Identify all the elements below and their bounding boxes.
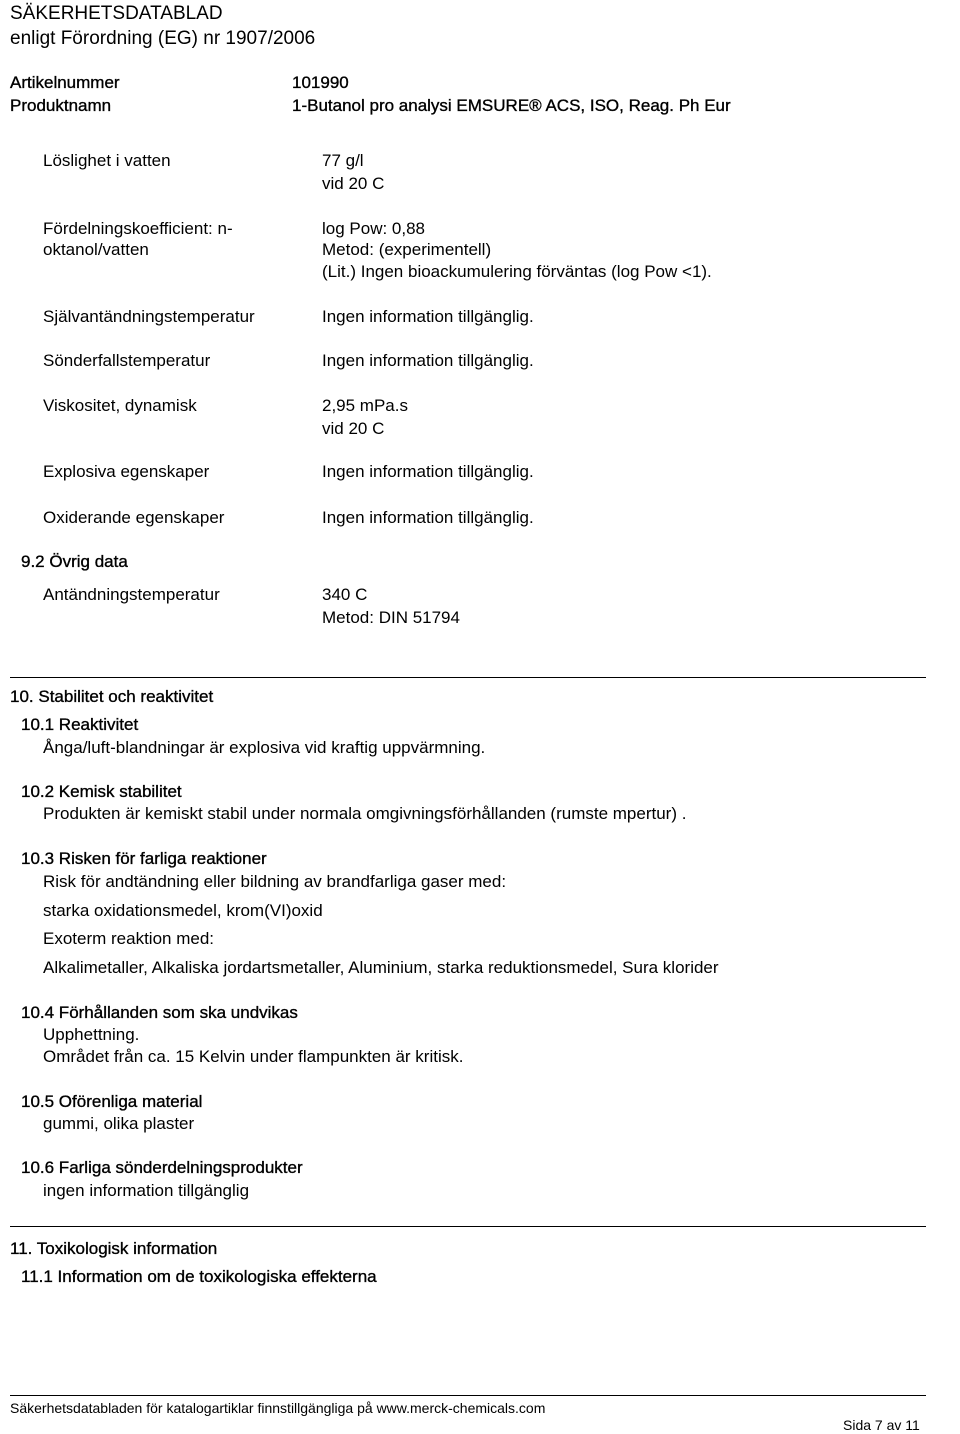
subsection-text: gummi, olika plaster bbox=[43, 1114, 195, 1133]
section-divider bbox=[10, 677, 926, 678]
section-heading-10: 10. Stabilitet och reaktivitet bbox=[10, 687, 214, 706]
subsection-heading-11-1: 11.1 Information om de toxikologiska effekterna bbox=[21, 1267, 377, 1286]
property-value: vid 20 C bbox=[322, 419, 385, 438]
page-number: Sida 7 av 11 bbox=[843, 1417, 920, 1433]
subsection-text: ingen information tillgänglig bbox=[43, 1181, 250, 1200]
property-label: Oxiderande egenskaper bbox=[43, 508, 225, 527]
property-value: Ingen information tillgänglig. bbox=[322, 307, 534, 326]
section-divider bbox=[10, 1226, 926, 1227]
footer-text: Säkerhetsdatabladen för katalogartiklar finnstillgängliga på www.merck-chemicals.com bbox=[10, 1400, 546, 1416]
subsection-heading-10-4: 10.4 Förhållanden som ska undvikas bbox=[21, 1003, 298, 1022]
subsection-text: Området från ca. 15 Kelvin under flampunkten är kritisk. bbox=[43, 1047, 464, 1066]
subsection-text: Ånga/luft-blandningar är explosiva vid kraftig uppvärmning. bbox=[43, 738, 486, 757]
subsection-text: Alkalimetaller, Alkaliska jordartsmetaller, Aluminium, starka reduktionsmedel, Sura klorider bbox=[43, 958, 719, 977]
property-label: Explosiva egenskaper bbox=[43, 462, 210, 481]
subsection-heading-10-2: 10.2 Kemisk stabilitet bbox=[21, 782, 182, 801]
subsection-heading-10-5: 10.5 Oförenliga material bbox=[21, 1092, 203, 1111]
property-label: Viskositet, dynamisk bbox=[43, 396, 197, 415]
property-value: 340 C bbox=[322, 585, 368, 604]
product-name-value: 1-Butanol pro analysi EMSURE® ACS, ISO, Reag. Ph Eur bbox=[292, 96, 731, 115]
article-number-value: 101990 bbox=[292, 73, 349, 92]
property-label: Löslighet i vatten bbox=[43, 151, 171, 170]
subsection-text: Produkten är kemiskt stabil under normala omgivningsförhållanden (rumste mpertur) . bbox=[43, 804, 687, 823]
property-value: 77 g/l bbox=[322, 151, 364, 170]
property-value: Ingen information tillgänglig. bbox=[322, 462, 534, 481]
property-value: Ingen information tillgänglig. bbox=[322, 508, 534, 527]
property-value: 2,95 mPa.s bbox=[322, 396, 408, 415]
regulation-text: enligt Förordning (EG) nr 1907/2006 bbox=[10, 28, 316, 49]
section-heading-9-2: 9.2 Övrig data bbox=[21, 552, 128, 571]
property-label: Sönderfallstemperatur bbox=[43, 351, 211, 370]
property-label: Fördelningskoefficient: n- bbox=[43, 219, 233, 238]
footer-divider bbox=[10, 1395, 926, 1396]
subsection-heading-10-3: 10.3 Risken för farliga reaktioner bbox=[21, 849, 267, 868]
subsection-text: Risk för andtändning eller bildning av brandfarliga gaser med: bbox=[43, 872, 507, 891]
property-value: Ingen information tillgänglig. bbox=[322, 351, 534, 370]
property-label: oktanol/vatten bbox=[43, 240, 149, 259]
subsection-text: Upphettning. bbox=[43, 1025, 140, 1044]
subsection-text: starka oxidationsmedel, krom(VI)oxid bbox=[43, 901, 323, 920]
property-value: log Pow: 0,88 bbox=[322, 219, 426, 238]
product-name-label: Produktnamn bbox=[10, 96, 112, 115]
property-value: Metod: DIN 51794 bbox=[322, 608, 460, 627]
property-label: Självantändningstemperatur bbox=[43, 307, 255, 326]
property-label: Antändningstemperatur bbox=[43, 585, 220, 604]
property-value: vid 20 C bbox=[322, 174, 385, 193]
property-value: Metod: (experimentell) bbox=[322, 240, 492, 259]
section-heading-11: 11. Toxikologisk information bbox=[10, 1239, 218, 1258]
subsection-heading-10-6: 10.6 Farliga sönderdelningsprodukter bbox=[21, 1158, 303, 1177]
subsection-text: Exoterm reaktion med: bbox=[43, 929, 215, 948]
property-value: (Lit.) Ingen bioackumulering förväntas (log Pow <1). bbox=[322, 262, 712, 281]
subsection-heading-10-1: 10.1 Reaktivitet bbox=[21, 715, 139, 734]
document-title: SÄKERHETSDATABLAD bbox=[10, 3, 223, 24]
article-number-label: Artikelnummer bbox=[10, 73, 120, 92]
